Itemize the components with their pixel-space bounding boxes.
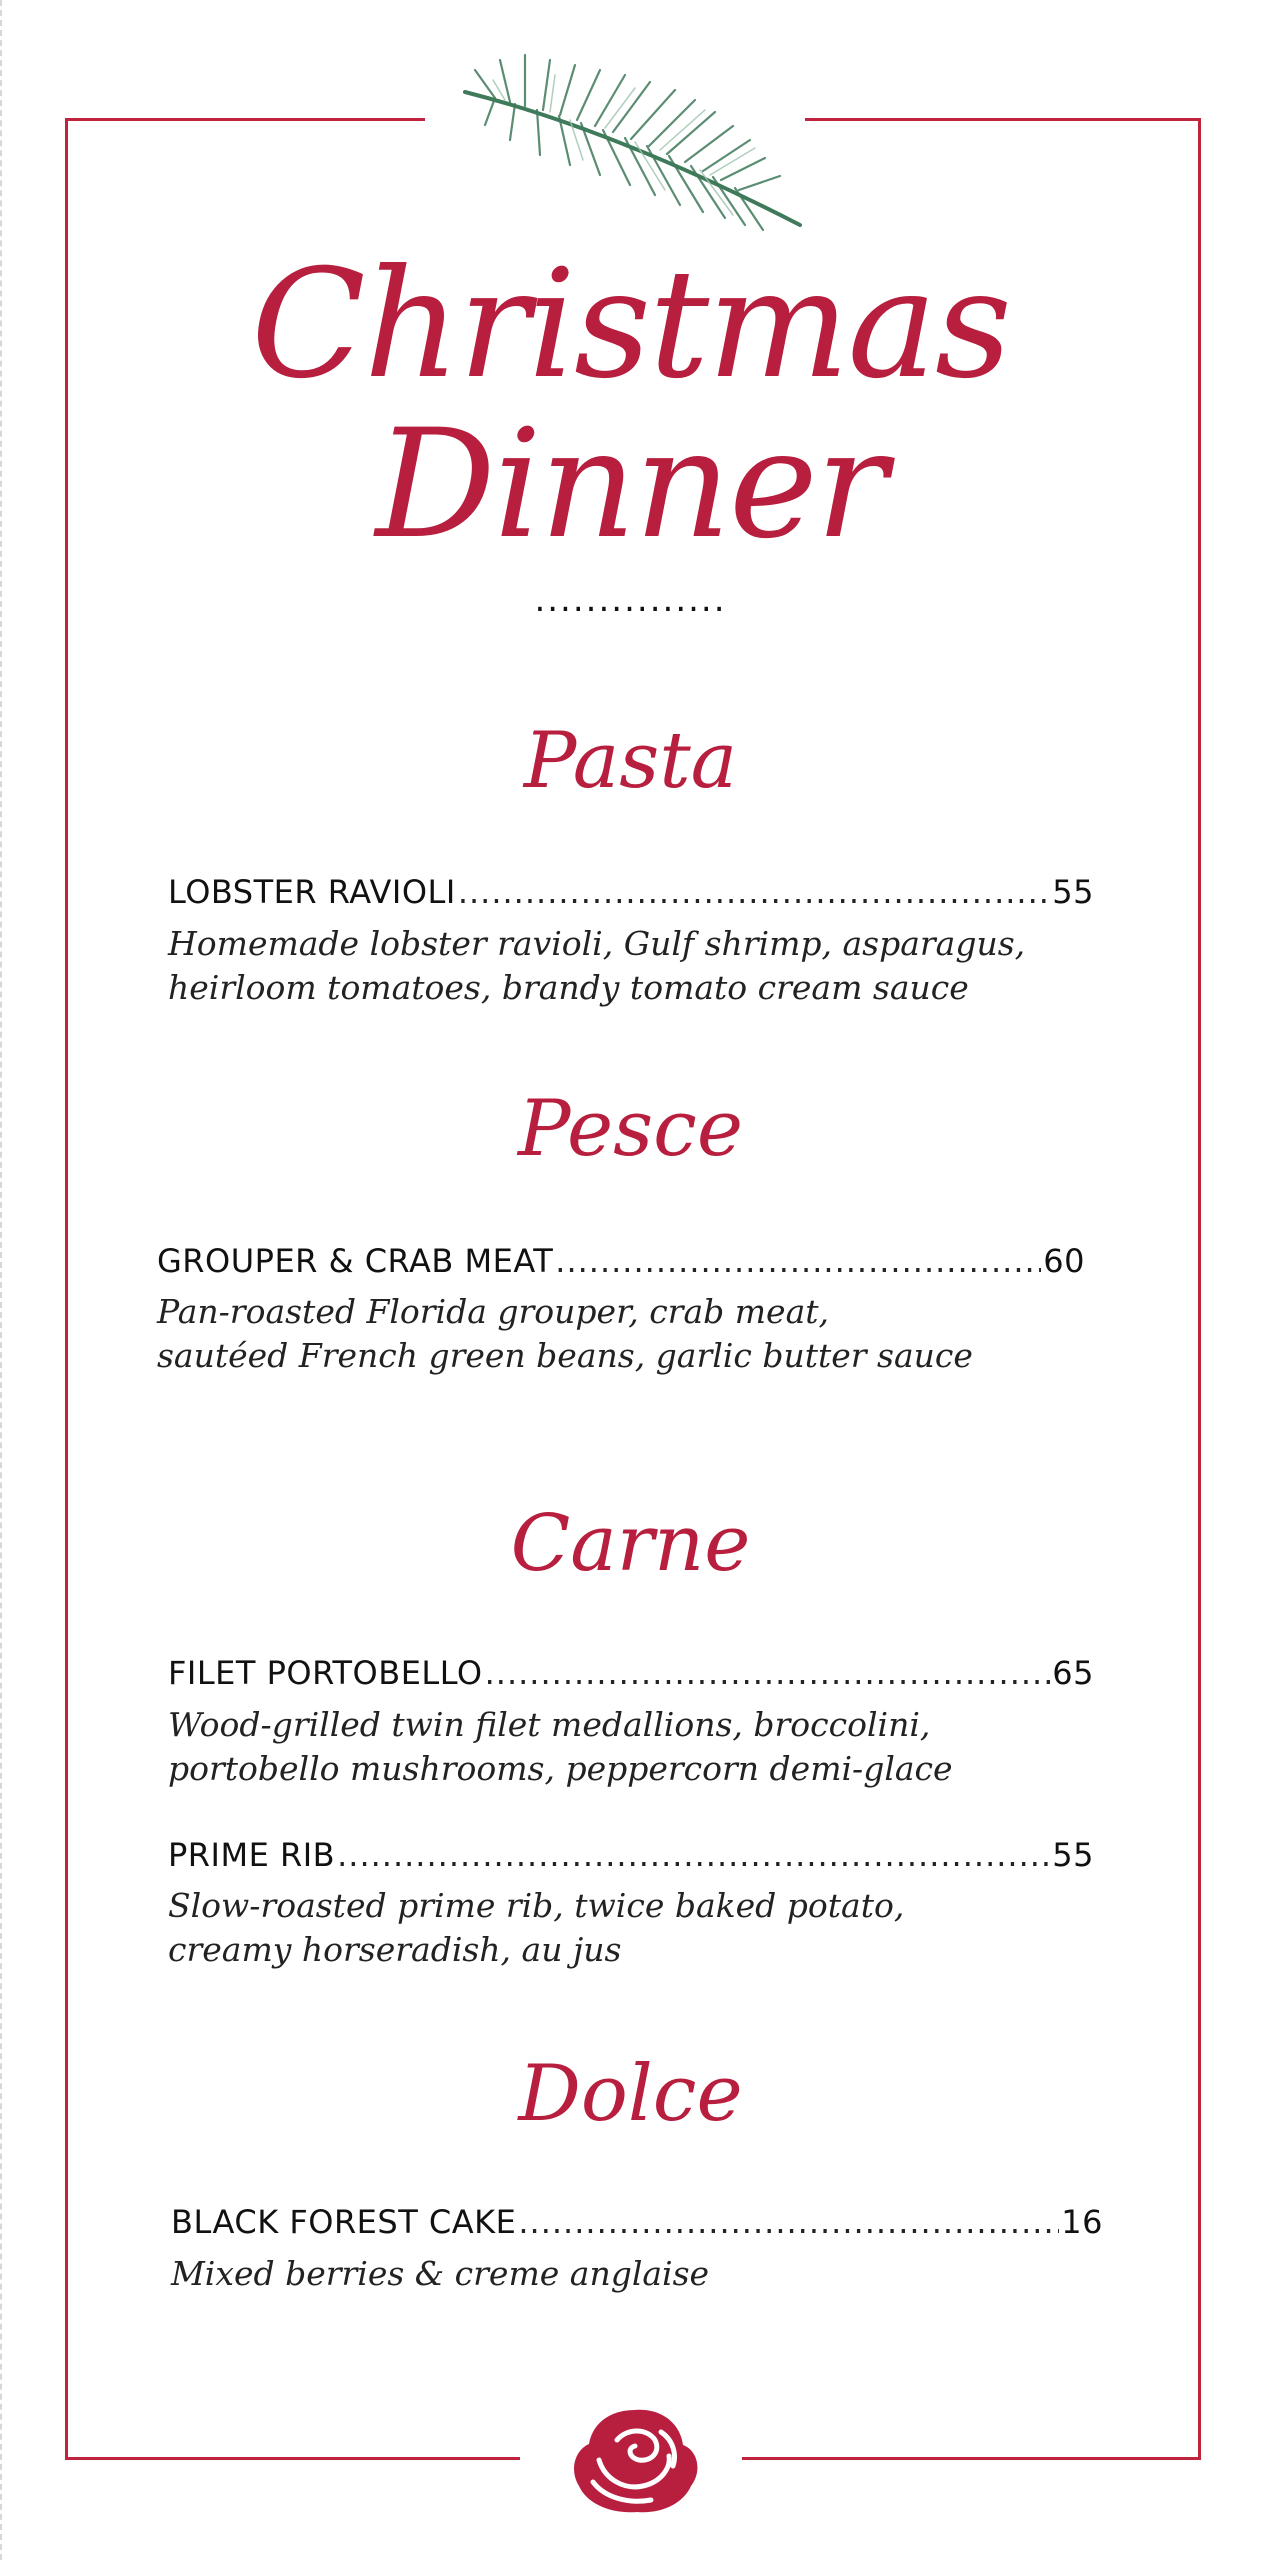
item-description-line: Wood-grilled twin filet medallions, broccolini, bbox=[168, 1705, 931, 1744]
item-description-line: Mixed berries & creme anglaise bbox=[171, 2254, 710, 2293]
item-name: BLACK FOREST CAKE bbox=[171, 2203, 517, 2241]
item-price: 55 bbox=[1052, 1836, 1094, 1874]
item-description bbox=[168, 922, 1025, 1010]
item-description bbox=[157, 1290, 973, 1378]
item-description-line: creamy horseradish, au jus bbox=[168, 1930, 622, 1969]
menu-item-black-forest-cake bbox=[171, 2203, 1103, 2241]
menu-item-filet-portobello bbox=[168, 1654, 1094, 1692]
pine-branch-icon bbox=[455, 40, 815, 240]
item-description-line: portobello mushrooms, peppercorn demi-glace bbox=[168, 1749, 953, 1788]
frame-top-left-line bbox=[65, 118, 425, 121]
item-description bbox=[168, 1703, 953, 1791]
menu-item-lobster-ravioli bbox=[168, 873, 1094, 911]
item-name: FILET PORTOBELLO bbox=[168, 1654, 483, 1692]
frame-bottom-left-line bbox=[65, 2457, 520, 2460]
frame-bottom-right-line bbox=[742, 2457, 1201, 2460]
item-description-line: sautéed French green beans, garlic butter sauce bbox=[157, 1336, 973, 1375]
section-title-carne: Carne bbox=[510, 1499, 751, 1589]
item-price: 55 bbox=[1052, 873, 1094, 911]
section-title-dolce: Dolce bbox=[518, 2049, 743, 2139]
section-title-pasta: Pasta bbox=[523, 716, 738, 806]
item-description bbox=[171, 2252, 709, 2296]
item-name: LOBSTER RAVIOLI bbox=[168, 873, 456, 911]
item-leader-dots bbox=[458, 873, 1050, 911]
item-description-line: Pan-roasted Florida grouper, crab meat, bbox=[157, 1292, 829, 1331]
menu-item-grouper-crab-meat bbox=[157, 1242, 1085, 1280]
item-description bbox=[168, 1884, 904, 1972]
item-description-line: Homemade lobster ravioli, Gulf shrimp, asparagus, bbox=[168, 924, 1026, 963]
item-price: 65 bbox=[1052, 1654, 1094, 1692]
item-name: GROUPER & CRAB MEAT bbox=[157, 1242, 554, 1280]
item-price: 60 bbox=[1043, 1242, 1085, 1280]
item-leader-dots bbox=[485, 1654, 1051, 1692]
item-leader-dots bbox=[337, 1836, 1050, 1874]
item-price: 16 bbox=[1061, 2203, 1103, 2241]
menu-title-line-2: Dinner bbox=[375, 398, 886, 572]
item-name: PRIME RIB bbox=[168, 1836, 336, 1874]
frame-top-right-line bbox=[805, 118, 1201, 121]
menu-title-line-1: Christmas bbox=[251, 238, 1010, 412]
rose-icon bbox=[565, 2400, 705, 2520]
item-description-line: Slow-roasted prime rib, twice baked potato, bbox=[168, 1886, 905, 1925]
item-description-line: heirloom tomatoes, brandy tomato cream sauce bbox=[168, 968, 969, 1007]
menu-item-prime-rib bbox=[168, 1836, 1094, 1874]
section-title-pesce: Pesce bbox=[517, 1084, 743, 1174]
item-leader-dots bbox=[518, 2203, 1059, 2241]
title-divider: ............... bbox=[534, 580, 727, 620]
item-leader-dots bbox=[555, 1242, 1041, 1280]
